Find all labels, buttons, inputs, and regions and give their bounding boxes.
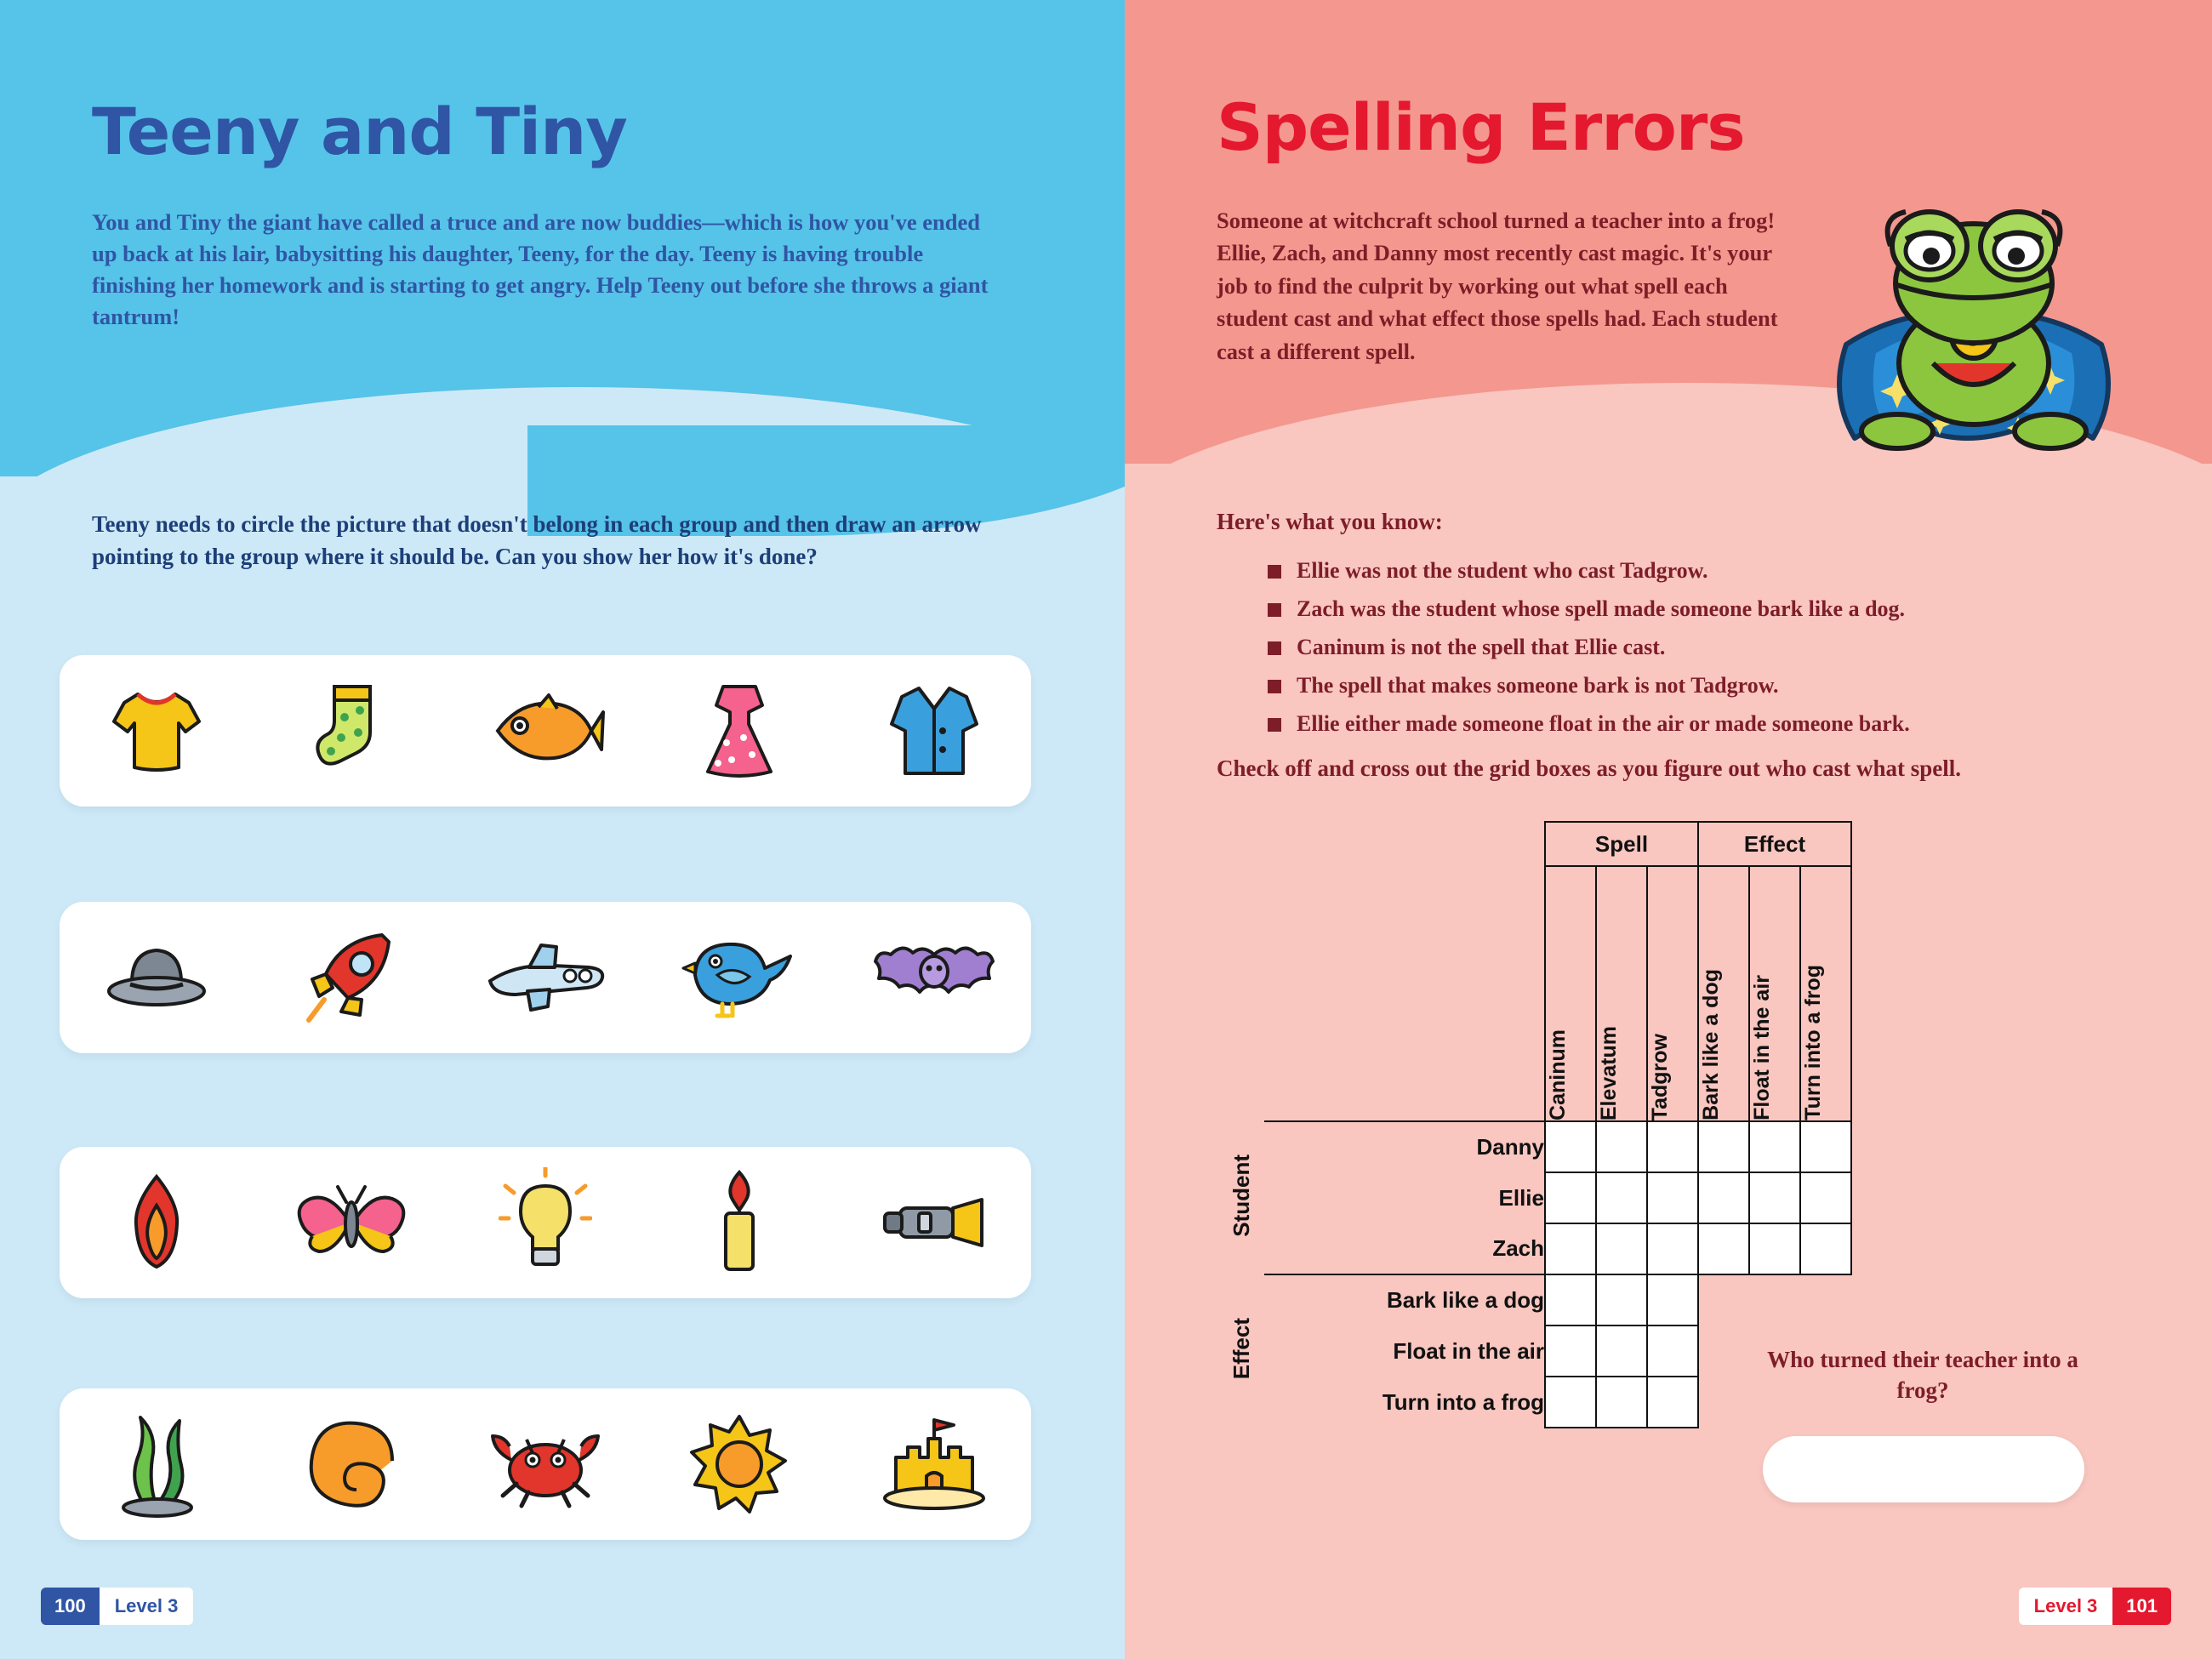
grid-cell[interactable]: [1749, 1121, 1800, 1172]
grid-cell[interactable]: [1749, 1223, 1800, 1274]
grid-cell[interactable]: [1800, 1121, 1851, 1172]
sun-icon[interactable]: [654, 1396, 824, 1532]
flashlight-icon[interactable]: [849, 1154, 1019, 1291]
grid-instruction: Check off and cross out the grid boxes as you figure out who cast what spell.: [1217, 755, 1962, 781]
fire-icon[interactable]: [71, 1154, 242, 1291]
grid-cell[interactable]: [1647, 1325, 1698, 1377]
left-footer: [41, 1588, 193, 1625]
grid-col-turn-into-a-frog: Turn into a frog: [1800, 866, 1851, 1121]
grid-cell[interactable]: [1800, 1172, 1851, 1223]
clue-item: [1268, 556, 2135, 587]
grid-category-spell: Spell: [1545, 822, 1698, 866]
grid-col-caninum: Caninum: [1545, 866, 1596, 1121]
right-page-title: Spelling Errors: [1217, 89, 1745, 165]
grid-cell[interactable]: [1647, 1121, 1698, 1172]
grid-cell[interactable]: [1596, 1274, 1647, 1325]
grid-cell[interactable]: [1647, 1172, 1698, 1223]
frog-wizard-illustration: [1795, 183, 2152, 459]
bat-icon[interactable]: [849, 909, 1019, 1046]
bird-icon[interactable]: [654, 909, 824, 1046]
grid-col-tadgrow: Tadgrow: [1647, 866, 1698, 1121]
left-prompt-text: Teeny needs to circle the picture that doesn't belong in each group and then draw an arrow pointing to the group where it should be. Can you show her how it's done?: [92, 511, 982, 569]
dress-icon[interactable]: [654, 663, 824, 799]
right-intro-text: Someone at witchcraft school turned a teacher into a frog! Ellie, Zach, and Danny most recently cast magic. It's your job to find the culprit by working out what spell each student cast and what effect those spells had. Each student cast a different spell.: [1217, 208, 1778, 364]
grid-cell[interactable]: [1698, 1121, 1749, 1172]
grid-row-danny: Danny: [1264, 1121, 1545, 1172]
shell-icon[interactable]: [266, 1396, 436, 1532]
clue-text: Caninum is not the spell that Ellie cast.: [1297, 634, 1666, 659]
clue-item: [1268, 670, 2135, 702]
grid-row-float-in-the-air: Float in the air: [1393, 1337, 1544, 1364]
right-footer: [2019, 1588, 2171, 1625]
grid-cell[interactable]: [1545, 1325, 1596, 1377]
hat-icon[interactable]: [71, 909, 242, 1046]
picture-row-4[interactable]: [60, 1388, 1031, 1540]
clue-item: [1268, 709, 2135, 740]
grid-cell[interactable]: [1545, 1223, 1596, 1274]
picture-row-2[interactable]: [60, 902, 1031, 1053]
left-level-label: Level 3: [100, 1588, 194, 1625]
bullet-icon: [1268, 565, 1281, 579]
bullet-icon: [1268, 603, 1281, 617]
grid-cell[interactable]: [1545, 1121, 1596, 1172]
fish-icon[interactable]: [460, 663, 630, 799]
bullet-icon: [1268, 680, 1281, 693]
logic-grid[interactable]: [1218, 821, 1852, 1428]
grid-cell[interactable]: [1596, 1377, 1647, 1428]
clue-text: Ellie was not the student who cast Tadgrow.: [1297, 558, 1708, 583]
candle-icon[interactable]: [654, 1154, 824, 1291]
grid-row-turn-into-a-frog: Turn into a frog: [1382, 1388, 1544, 1415]
left-intro-text: You and Tiny the giant have called a truce and are now buddies—which is how you've ended up back at his lair, babysitting his daughter, Teeny, for the day. Teeny is having trouble finishing her homework and is starting to get angry. Help Teeny out before she throws a giant tantrum!: [92, 209, 989, 330]
grid-row-bark-like-a-dog: Bark like a dog: [1264, 1274, 1545, 1325]
grid-cell[interactable]: [1647, 1223, 1698, 1274]
lightbulb-icon[interactable]: [460, 1154, 630, 1291]
clue-text: Ellie either made someone float in the air or made someone bark.: [1297, 710, 1910, 736]
grid-row-zach: Zach: [1492, 1235, 1544, 1261]
grid-cell[interactable]: [1596, 1223, 1647, 1274]
left-page-title: Teeny and Tiny: [92, 94, 627, 169]
grid-cell[interactable]: [1647, 1377, 1698, 1428]
clue-text: Zach was the student whose spell made someone bark like a dog.: [1297, 596, 1906, 621]
grid-cell[interactable]: [1698, 1223, 1749, 1274]
grid-cell[interactable]: [1545, 1274, 1596, 1325]
jacket-icon[interactable]: [849, 663, 1019, 799]
grid-col-bark-like-a-dog: Bark like a dog: [1698, 866, 1749, 1121]
grid-cell[interactable]: [1749, 1172, 1800, 1223]
grid-row-ellie: Ellie: [1498, 1184, 1544, 1211]
grid-cell[interactable]: [1698, 1172, 1749, 1223]
grid-col-float-in-the-air: Float in the air: [1749, 866, 1800, 1121]
grid-cell[interactable]: [1800, 1223, 1851, 1274]
right-level-label: Level 3: [2019, 1588, 2113, 1625]
seaweed-icon[interactable]: [71, 1396, 242, 1532]
grid-cell[interactable]: [1647, 1274, 1698, 1325]
answer-input[interactable]: [1763, 1436, 2084, 1502]
grid-cell[interactable]: [1545, 1377, 1596, 1428]
clue-item: [1268, 632, 2135, 664]
grid-cell[interactable]: [1596, 1121, 1647, 1172]
crab-icon[interactable]: [460, 1396, 630, 1532]
clue-text: The spell that makes someone bark is not Tadgrow.: [1297, 672, 1779, 698]
grid-cell[interactable]: [1596, 1172, 1647, 1223]
grid-rowgroup-effect: Effect: [1228, 1318, 1254, 1380]
grid-category-effect: Effect: [1698, 822, 1851, 866]
sock-icon[interactable]: [266, 663, 436, 799]
clues-heading: Here's what you know:: [1217, 509, 1443, 534]
picture-row-3[interactable]: [60, 1147, 1031, 1298]
clue-item: [1268, 594, 2135, 625]
grid-cell[interactable]: [1596, 1325, 1647, 1377]
grid-col-elevatum: Elevatum: [1596, 866, 1647, 1121]
bullet-icon: [1268, 641, 1281, 655]
clues-list: [1268, 556, 2135, 747]
sandcastle-icon[interactable]: [849, 1396, 1019, 1532]
grid-cell[interactable]: [1545, 1172, 1596, 1223]
left-page-number: 100: [41, 1588, 100, 1625]
airplane-icon[interactable]: [460, 909, 630, 1046]
grid-rowgroup-student: Student: [1228, 1154, 1254, 1237]
butterfly-icon[interactable]: [266, 1154, 436, 1291]
final-question: Who turned their teacher into a frog?: [1767, 1347, 2078, 1404]
right-page-number: 101: [2112, 1588, 2171, 1625]
picture-row-1[interactable]: [60, 655, 1031, 807]
bullet-icon: [1268, 718, 1281, 732]
tshirt-icon[interactable]: [71, 663, 242, 799]
rocket-icon[interactable]: [266, 909, 436, 1046]
